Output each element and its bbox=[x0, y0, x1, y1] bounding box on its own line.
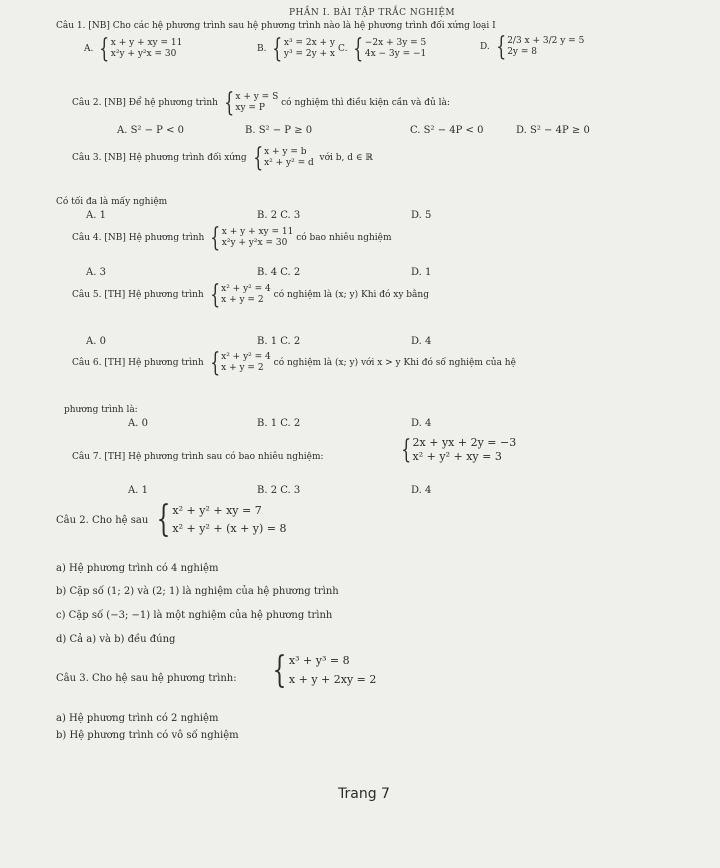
q3-option-bc: B. 2 C. 3 bbox=[257, 210, 301, 221]
tf3-stem: Câu 3. Cho hệ sau hệ phương trình: bbox=[56, 673, 237, 684]
q1-option-a: A. { x + y + xy = 11 x²y + y²x = 30 bbox=[84, 34, 183, 64]
page-number: Trang 7 bbox=[338, 786, 390, 802]
q7-system: { 2x + yx + 2y = −3 x² + y² + xy = 3 bbox=[401, 434, 517, 465]
tf2-statement-c: c) Cặp số (−3; −1) là một nghiệm của hệ phương trình bbox=[56, 610, 333, 621]
q2-option-b: B. S² − P ≥ 0 bbox=[245, 125, 313, 136]
q7-option-d: D. 4 bbox=[411, 485, 432, 496]
q6-stem: Câu 6. [TH] Hệ phương trình { x² + y² = 4 x + y = 2 có nghiệm là (x; y) với x > y Khi đó số nghiệm của hệ bbox=[72, 348, 516, 378]
q5-option-d: D. 4 bbox=[411, 336, 432, 347]
q1-option-c: C. { −2x + 3y = 5 4x − 3y = −1 bbox=[338, 34, 427, 64]
tf2-statement-b: b) Cặp số (1; 2) và (2; 1) là nghiệm của hệ phương trình bbox=[56, 586, 339, 597]
q6-line2: phương trình là: bbox=[64, 405, 138, 415]
brace-icon: { bbox=[272, 649, 287, 691]
tf3-statement-a: a) Hệ phương trình có 2 nghiệm bbox=[56, 713, 219, 724]
q7-option-bc: B. 2 C. 3 bbox=[257, 485, 301, 496]
q4-option-bc: B. 4 C. 2 bbox=[257, 267, 301, 278]
q5-option-bc: B. 1 C. 2 bbox=[257, 336, 301, 347]
brace-icon: { bbox=[252, 143, 263, 173]
q4-option-d: D. 1 bbox=[411, 267, 432, 278]
q4-option-a: A. 3 bbox=[86, 267, 106, 278]
brace-icon: { bbox=[401, 434, 412, 465]
tf3-system: { x³ + y³ = 8 x + y + 2xy = 2 bbox=[272, 649, 377, 691]
q2-stem: Câu 2. [NB] Để hệ phương trình { x + y = S xy = P có nghiệm thì điều kiện cần và đủ là: bbox=[72, 88, 450, 118]
tf2-statement-a: a) Hệ phương trình có 4 nghiệm bbox=[56, 563, 219, 574]
brace-icon: { bbox=[99, 34, 110, 64]
brace-icon: { bbox=[272, 34, 283, 64]
q2-option-c: C. S² − 4P < 0 bbox=[410, 125, 484, 136]
q3-stem: Câu 3. [NB] Hệ phương trình đối xứng { x + y = b x² + y² = d với b, d ∈ ℝ bbox=[72, 143, 373, 173]
brace-icon: { bbox=[224, 88, 235, 118]
q1-text: Câu 1. [NB] Cho các hệ phương trình sau hệ phương trình nào là hệ phương trình đối xứng loại I bbox=[56, 21, 496, 31]
brace-icon: { bbox=[210, 223, 221, 253]
q2-option-d: D. S² − 4P ≥ 0 bbox=[516, 125, 590, 136]
q3-option-d: D. 5 bbox=[411, 210, 432, 221]
q5-option-a: A. 0 bbox=[86, 336, 106, 347]
q6-option-d: D. 4 bbox=[411, 418, 432, 429]
q5-stem: Câu 5. [TH] Hệ phương trình { x² + y² = 4 x + y = 2 có nghiệm là (x; y) Khi đó xy bằng bbox=[72, 280, 429, 310]
q6-option-a: A. 0 bbox=[128, 418, 148, 429]
q3-line2: Có tối đa là mấy nghiệm bbox=[56, 197, 168, 207]
q7-stem: Câu 7. [TH] Hệ phương trình sau có bao nhiêu nghiệm: bbox=[72, 452, 324, 462]
q1-option-d: D. { 2/3 x + 3/2 y = 5 2y = 8 bbox=[480, 32, 585, 62]
brace-icon: { bbox=[156, 499, 170, 540]
q6-option-bc: B. 1 C. 2 bbox=[257, 418, 301, 429]
section-header: PHẦN I. BÀI TẬP TRẮC NGHIỆM bbox=[289, 8, 456, 18]
brace-icon: { bbox=[209, 348, 220, 378]
q4-stem: Câu 4. [NB] Hệ phương trình { x + y + xy = 11 x²y + y²x = 30 có bao nhiêu nghiệm bbox=[72, 223, 392, 253]
brace-icon: { bbox=[209, 280, 220, 310]
q3-option-a: A. 1 bbox=[86, 210, 106, 221]
q2-option-a: A. S² − P < 0 bbox=[117, 125, 185, 136]
brace-icon: { bbox=[353, 34, 364, 64]
q1-option-b: B. { x³ = 2x + y y³ = 2y + x bbox=[257, 34, 336, 64]
tf2-stem: Câu 2. Cho hệ sau { x² + y² + xy = 7 x² + y² + (x + y) = 8 bbox=[56, 499, 287, 540]
tf3-statement-b: b) Hệ phương trình có vô số nghiệm bbox=[56, 730, 239, 741]
tf2-statement-d: d) Cả a) và b) đều đúng bbox=[56, 634, 176, 645]
q7-option-a: A. 1 bbox=[128, 485, 148, 496]
brace-icon: { bbox=[495, 32, 506, 62]
